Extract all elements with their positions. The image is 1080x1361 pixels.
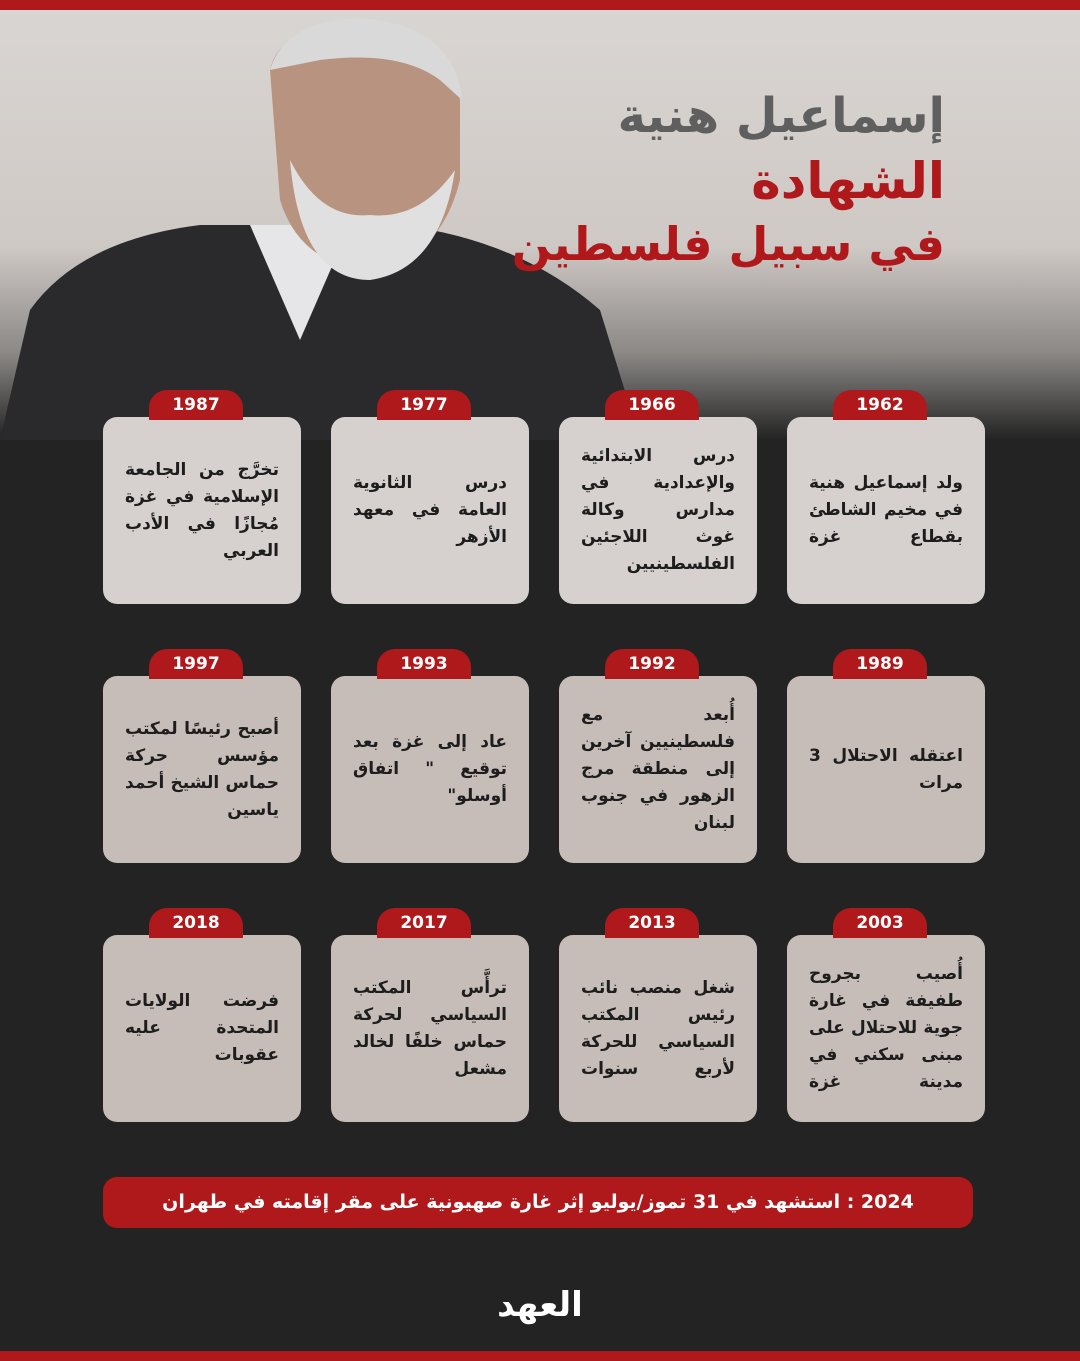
year-badge: 1993 <box>377 649 471 679</box>
event-card <box>331 417 529 604</box>
event-text: درس الثانوية العامة في معهد الأزهر <box>353 473 507 547</box>
event-card <box>103 417 301 604</box>
event-text: ترأَّس المكتب السياسي لحركة حماس خلفًا لخالد مشعل <box>353 977 507 1079</box>
title-block <box>512 85 945 273</box>
event-text: فرضت الولايات المتحدة عليه عقوبات <box>125 991 279 1065</box>
timeline-item <box>331 649 517 863</box>
event-card <box>787 935 985 1122</box>
timeline-item <box>103 390 289 604</box>
event-text: أصبح رئيسًا لمكتب مؤسس حركة حماس الشيخ أحمد ياسين <box>125 718 279 820</box>
event-text: عاد إلى غزة بعد توقيع " اتفاق أوسلو" <box>353 732 507 806</box>
event-card <box>787 417 985 604</box>
year-badge: 1987 <box>149 390 243 420</box>
event-text: ولد إسماعيل هنية في مخيم الشاطئ بقطاع غزة <box>809 473 963 547</box>
year-badge: 2003 <box>833 908 927 938</box>
timeline-item <box>331 908 517 1122</box>
event-card <box>103 935 301 1122</box>
year-badge: 2017 <box>377 908 471 938</box>
year-badge: 1966 <box>605 390 699 420</box>
bottom-bar <box>0 1351 1080 1361</box>
title-name: إسماعيل هنية <box>617 88 945 144</box>
event-card <box>331 676 529 863</box>
timeline-item <box>787 649 973 863</box>
timeline-grid <box>103 390 973 1122</box>
event-text: اعتقله الاحتلال 3 مرات <box>809 745 963 793</box>
timeline-item <box>559 649 745 863</box>
timeline-item <box>331 390 517 604</box>
event-card <box>331 935 529 1122</box>
event-card <box>559 935 757 1122</box>
event-card <box>559 417 757 604</box>
top-bar <box>0 0 1080 10</box>
timeline-item <box>103 908 289 1122</box>
title-palestine: في سبيل فلسطين <box>511 217 945 271</box>
event-card <box>103 676 301 863</box>
timeline-item <box>559 908 745 1122</box>
event-text: أُبعد مع فلسطينيين آخرين إلى منطقة مرج الزهور في جنوب لبنان <box>581 705 735 833</box>
timeline-item <box>103 649 289 863</box>
event-card <box>787 676 985 863</box>
event-text: شغل منصب نائب رئيس المكتب السياسي للحركة لأربع سنوات <box>581 977 735 1079</box>
year-badge: 2013 <box>605 908 699 938</box>
year-badge: 1992 <box>605 649 699 679</box>
final-event-banner: 2024 : استشهد في 31 تموز/يوليو إثر غارة صهيونية على مقر إقامته في طهران <box>103 1177 973 1228</box>
event-card <box>559 676 757 863</box>
event-text: تخرَّج من الجامعة الإسلامية في غزة مُجازًا في الأدب العربي <box>125 459 279 561</box>
event-text: أُصيب بجروح طفيفة في غارة جوية للاحتلال على مبنى سكني في مدينة غزة <box>809 964 963 1092</box>
year-badge: 1977 <box>377 390 471 420</box>
timeline-item <box>559 390 745 604</box>
year-badge: 2018 <box>149 908 243 938</box>
brand-logo: العهد <box>497 1285 583 1325</box>
timeline-item <box>787 908 973 1122</box>
title-martyrdom: الشهادة <box>751 152 945 210</box>
timeline-item <box>787 390 973 604</box>
year-badge: 1989 <box>833 649 927 679</box>
year-badge: 1962 <box>833 390 927 420</box>
year-badge: 1997 <box>149 649 243 679</box>
event-text: درس الابتدائية والإعدادية في مدارس وكالة غوث اللاجئين الفلسطينيين <box>581 446 735 574</box>
